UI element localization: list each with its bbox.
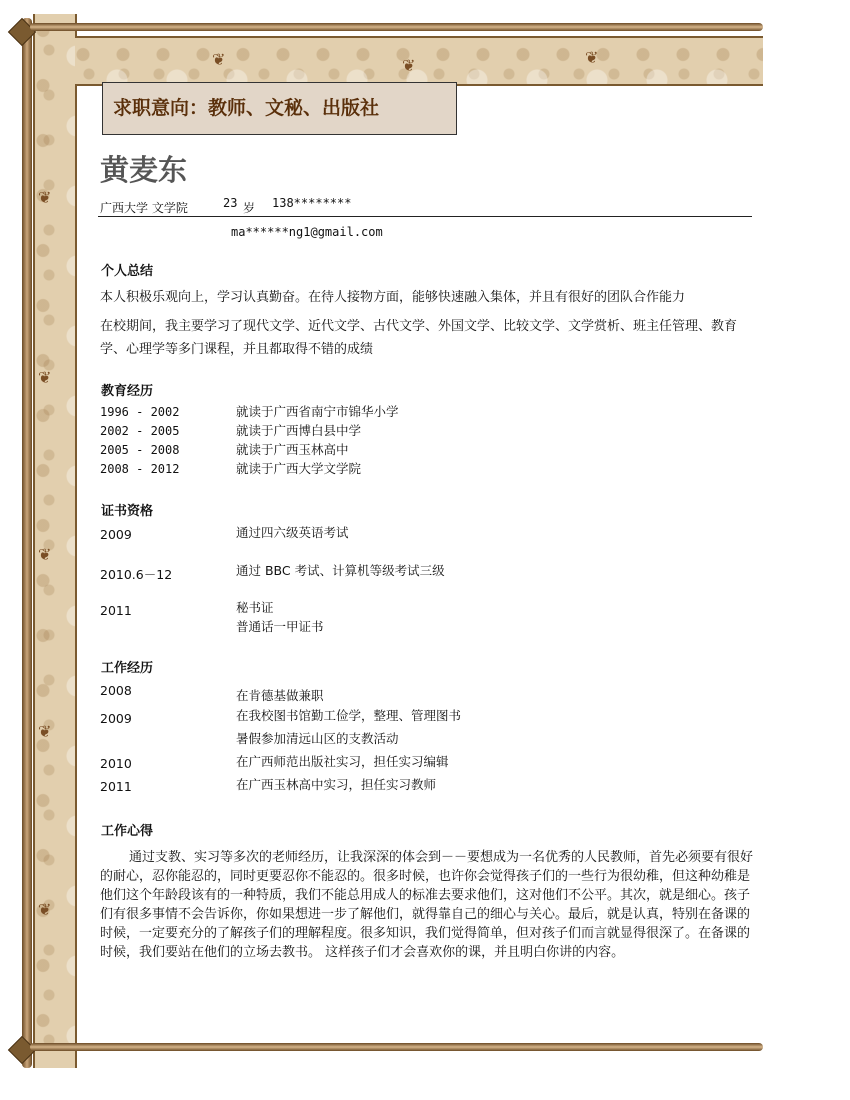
feather-icon: ❦	[402, 56, 416, 75]
education-period: 1996 - 2002	[100, 405, 180, 419]
certificate-year: 2009	[100, 527, 132, 542]
education-period: 2005 - 2008	[100, 443, 180, 457]
work-desc: 在广西玉林高中实习，担任实习教师	[236, 777, 437, 792]
top-parchment-border	[75, 36, 763, 86]
section-title-certificates: 证书资格	[101, 504, 154, 519]
phone: 138********	[272, 196, 352, 210]
summary-paragraph-2: 在校期间，我主要学习了现代文学、近代文学、古代文学、外国文学、比较文学、文学赏析、班主任管理、教育学、心理学等多门课程，并且都取得不错的成绩	[100, 319, 738, 357]
summary-paragraph-1: 本人积极乐观向上，学习认真勤奋。在待人接物方面，能够快速融入集体，并且有很好的团队合作能力	[100, 290, 686, 305]
left-scroll-rod	[22, 18, 32, 1068]
work-desc: 在肯德基做兼职	[236, 688, 324, 703]
section-title-reflection: 工作心得	[101, 824, 154, 839]
certificate-desc: 通过 BBC 考试、计算机等级考试三级	[236, 563, 445, 578]
certificate-year: 2011	[100, 603, 132, 618]
certificate-desc: 普通话一甲证书	[236, 619, 324, 634]
education-desc: 就读于广西大学文学院	[236, 461, 362, 476]
section-title-work: 工作经历	[101, 661, 154, 676]
bottom-scroll-rod	[30, 1043, 763, 1051]
age-value: 23	[223, 196, 238, 210]
feather-icon: ❦	[585, 48, 599, 67]
education-desc: 就读于广西玉林高中	[236, 442, 349, 457]
feather-icon: ❦	[38, 900, 52, 919]
work-year: 2008	[100, 683, 132, 698]
work-year: 2011	[100, 779, 132, 794]
work-desc: 暑假参加清远山区的支教活动	[236, 731, 399, 746]
feather-icon: ❦	[38, 368, 52, 387]
education-desc: 就读于广西省南宁市锦华小学	[236, 404, 399, 419]
age-unit: 岁	[243, 201, 256, 215]
email[interactable]: ma******ng1@gmail.com	[231, 225, 383, 239]
certificate-desc: 秘书证	[236, 600, 274, 615]
feather-icon: ❦	[212, 50, 226, 69]
work-year: 2010	[100, 756, 132, 771]
work-desc: 在广西师范出版社实习，担任实习编辑	[236, 754, 449, 769]
reflection-paragraph: 通过支教、实习等多次的老师经历，让我深深的体会到－－要想成为一名优秀的人民教师，首先必须要有很好的耐心，忍你能忍的，同时更要忍你不能忍的。很多时候，也许你会觉得孩子们的一些行为很幼稚，但这种幼稚是他们这个年龄段该有的一种特质，我们不能总用成人的标准去要求他们，这对他们不公平。其次，就是细心。孩子们有很多事情不会告诉你，你如果想进一步了解他们，就得靠自己的细心与关心。最后，就是认真，特别在备课的时候，一定要充分的了解孩子们的理解程度。很多知识，我们觉得简单，但对孩子们而言就显得很深了。在备课的时候，我们要站在他们的立场去教书。 这样孩子们才会喜欢你的课，并且明白你讲的内容。	[100, 850, 754, 960]
header-divider	[98, 216, 752, 217]
candidate-name: 黄麦东	[100, 153, 188, 187]
section-title-education: 教育经历	[101, 384, 154, 399]
top-scroll-rod	[30, 23, 763, 31]
section-title-summary: 个人总结	[101, 264, 154, 279]
work-desc: 在我校图书馆勤工俭学，整理、管理图书	[236, 708, 462, 723]
feather-icon: ❦	[38, 722, 52, 741]
job-intention-box	[102, 82, 457, 135]
school: 广西大学 文学院	[100, 201, 188, 215]
job-intention-text: 求职意向：教师、文秘、出版社	[113, 97, 380, 119]
education-period: 2002 - 2005	[100, 424, 180, 438]
feather-icon: ❦	[38, 188, 52, 207]
certificate-year: 2010.6－12	[100, 567, 173, 582]
education-period: 2008 - 2012	[100, 462, 180, 476]
certificate-desc: 通过四六级英语考试	[236, 525, 349, 540]
work-year: 2009	[100, 711, 132, 726]
feather-icon: ❦	[38, 545, 52, 564]
education-desc: 就读于广西博白县中学	[236, 423, 362, 438]
